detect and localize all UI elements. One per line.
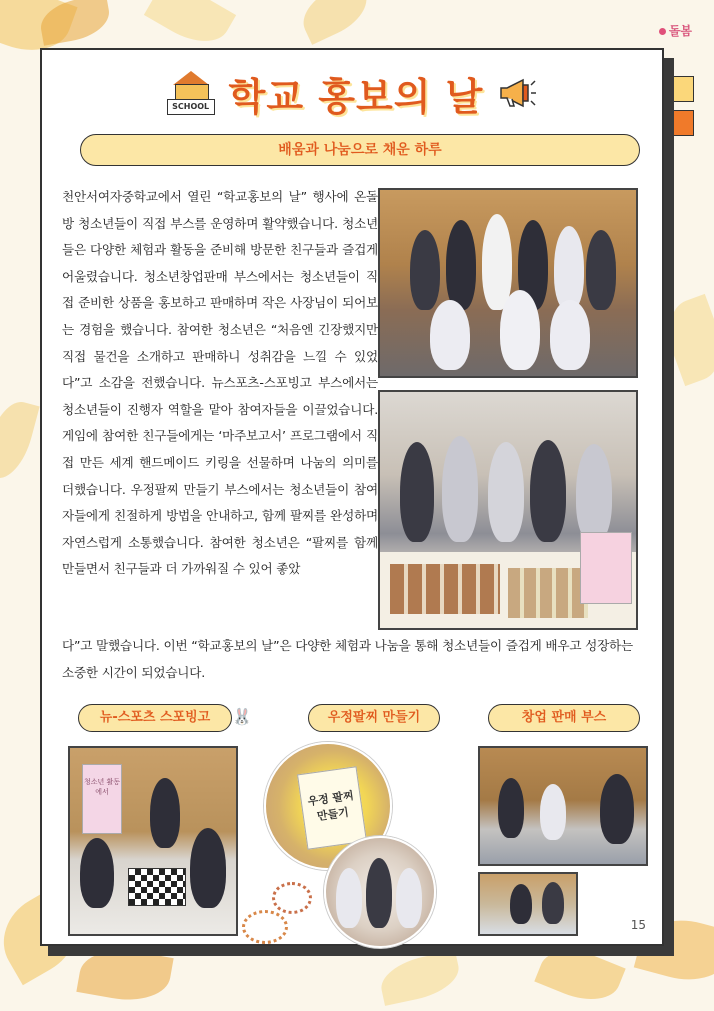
megaphone-icon	[497, 75, 537, 111]
subtitle-banner: 배움과 나눔으로 채운 하루	[80, 134, 640, 166]
school-icon: SCHOOL	[167, 71, 215, 115]
booth-label-bracelet: 우정팔찌 만들기	[308, 704, 440, 732]
sales-photo	[478, 872, 578, 936]
article-body: 천안서여자중학교에서 열린 “학교홍보의 날” 행사에 온돌방 청소년들이 직접 부스를 운영하며 활약했습니다. 청소년들은 다양한 체험과 활동을 준비해 방문한 친구들과 즐겁게 어울렸습니다. 청소년창업판매 부스에서는 청소년들이 직접 준비한 상품을 홍보하고 판매하며 작은 사장님이 되어보는 경험을 했습니다. 참여한 청소년은 “처음엔 긴장했지만 직접 물건을 소개하고 판매하니 성취감을 느낄 수 있었다”고 소감을 전했습니다. 뉴스포츠-스포빙고 부스에서는 청소년들이 진행자 역할을 맡아 참여자들을 이끌었습니다. 게임에 참여한 친구들에게는 ‘마주보고서’ 프로그램에서 직접 만든 세계 핸드메이드 키링을 선물하며 나눔의 의미를 더했습니다. 우정팔찌 만들기 부스에서는 청소년들이 참여자들에게 친절하게 방법을 안내하고, 함께 팔찌를 완성하며 자연스럽게 소통했습니다. 참여한 청소년은 “팔찌를 함께 만들면서 친구들과 더 가까워질 수 있어 좋았	[62, 189, 378, 577]
page-number: 15	[630, 918, 646, 932]
article-body-continued: 다”고 말했습니다. 이번 “학교홍보의 날”은 다양한 체험과 나눔을 통해 청소년들이 즐겁게 배우고 성장하는 소중한 시간이 되었습니다.	[62, 638, 633, 680]
bracelet-icon	[242, 910, 288, 944]
bunny-icon: 🐰	[232, 707, 252, 726]
tag-dot-icon	[659, 28, 666, 35]
booth-photo	[378, 390, 638, 630]
page-title: 학교 홍보의 날	[228, 74, 484, 119]
bracelet-icon	[272, 882, 312, 914]
startup-booth-photo	[478, 746, 648, 866]
booth-label-sports: 뉴-스포츠 스포빙고	[78, 704, 232, 732]
bracelet-making-photo	[324, 836, 436, 948]
bingo-photo: 청소년 활동에서	[68, 746, 238, 936]
bracelet-card-photo: 우정 팔찌 만들기	[264, 742, 392, 870]
booth-label-startup: 창업 판매 부스	[488, 704, 640, 732]
title-row	[42, 66, 662, 120]
section-tag: 돌봄	[659, 22, 692, 39]
article-frame	[40, 48, 664, 946]
group-photo	[378, 188, 638, 378]
